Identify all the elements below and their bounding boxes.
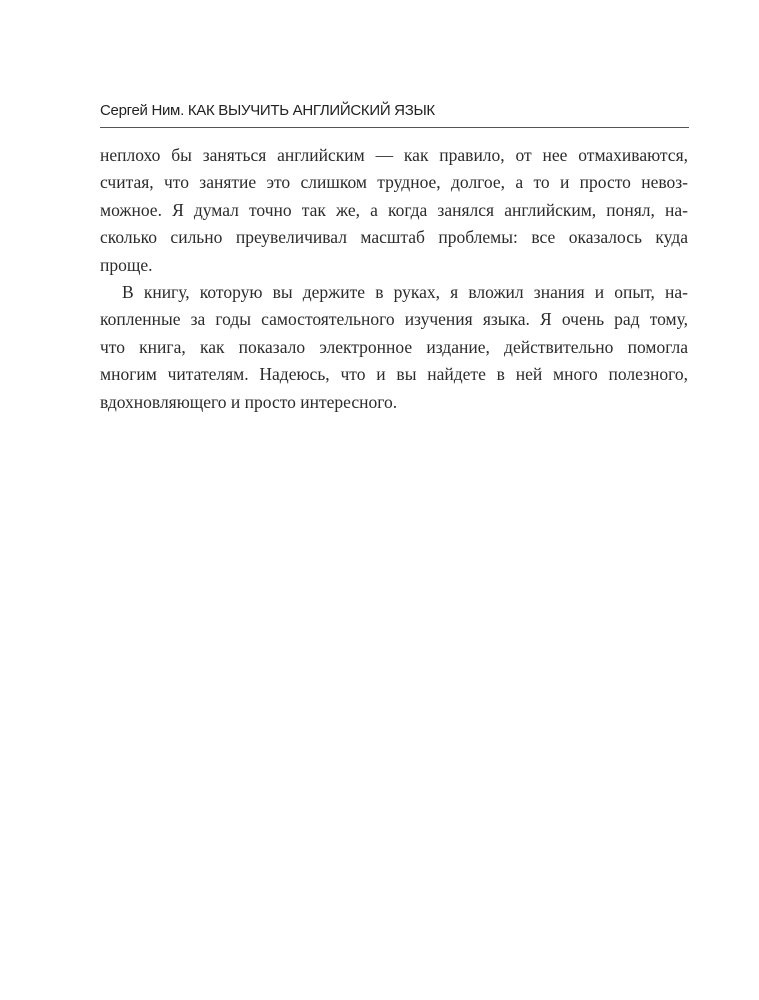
header-title: КАК ВЫУЧИТЬ АНГЛИЙСКИЙ ЯЗЫК — [187, 102, 435, 119]
page-body — [100, 142, 688, 416]
running-header — [100, 102, 688, 119]
text-line: многим читателям. Надеюсь, что и вы найдете в ней много полезного, — [100, 364, 688, 385]
header-author: Сергей Ним. — [100, 102, 184, 119]
text-line: вдохновляющего и просто интересного. — [100, 391, 398, 412]
text-line: что книга, как показало электронное издание, действительно помогла — [100, 336, 688, 357]
text-line: можное. Я думал точно так же, а когда занялся английским, понял, на- — [100, 199, 688, 220]
text-line: копленные за годы самостоятельного изучения языка. Я очень рад тому, — [100, 309, 688, 330]
header-rule — [100, 127, 689, 128]
paragraph — [100, 142, 688, 279]
text-line: В книгу, которую вы держите в руках, я вложил знания и опыт, на- — [122, 281, 688, 302]
text-line: проще. — [100, 254, 153, 275]
text-line: считая, что занятие это слишком трудное, долгое, а то и просто невоз- — [100, 172, 688, 193]
paragraph — [100, 279, 688, 416]
text-line: сколько сильно преувеличивал масштаб проблемы: все оказалось куда — [100, 227, 688, 248]
text-line: неплохо бы заняться английским — как правило, от нее отмахиваются, — [100, 145, 688, 165]
